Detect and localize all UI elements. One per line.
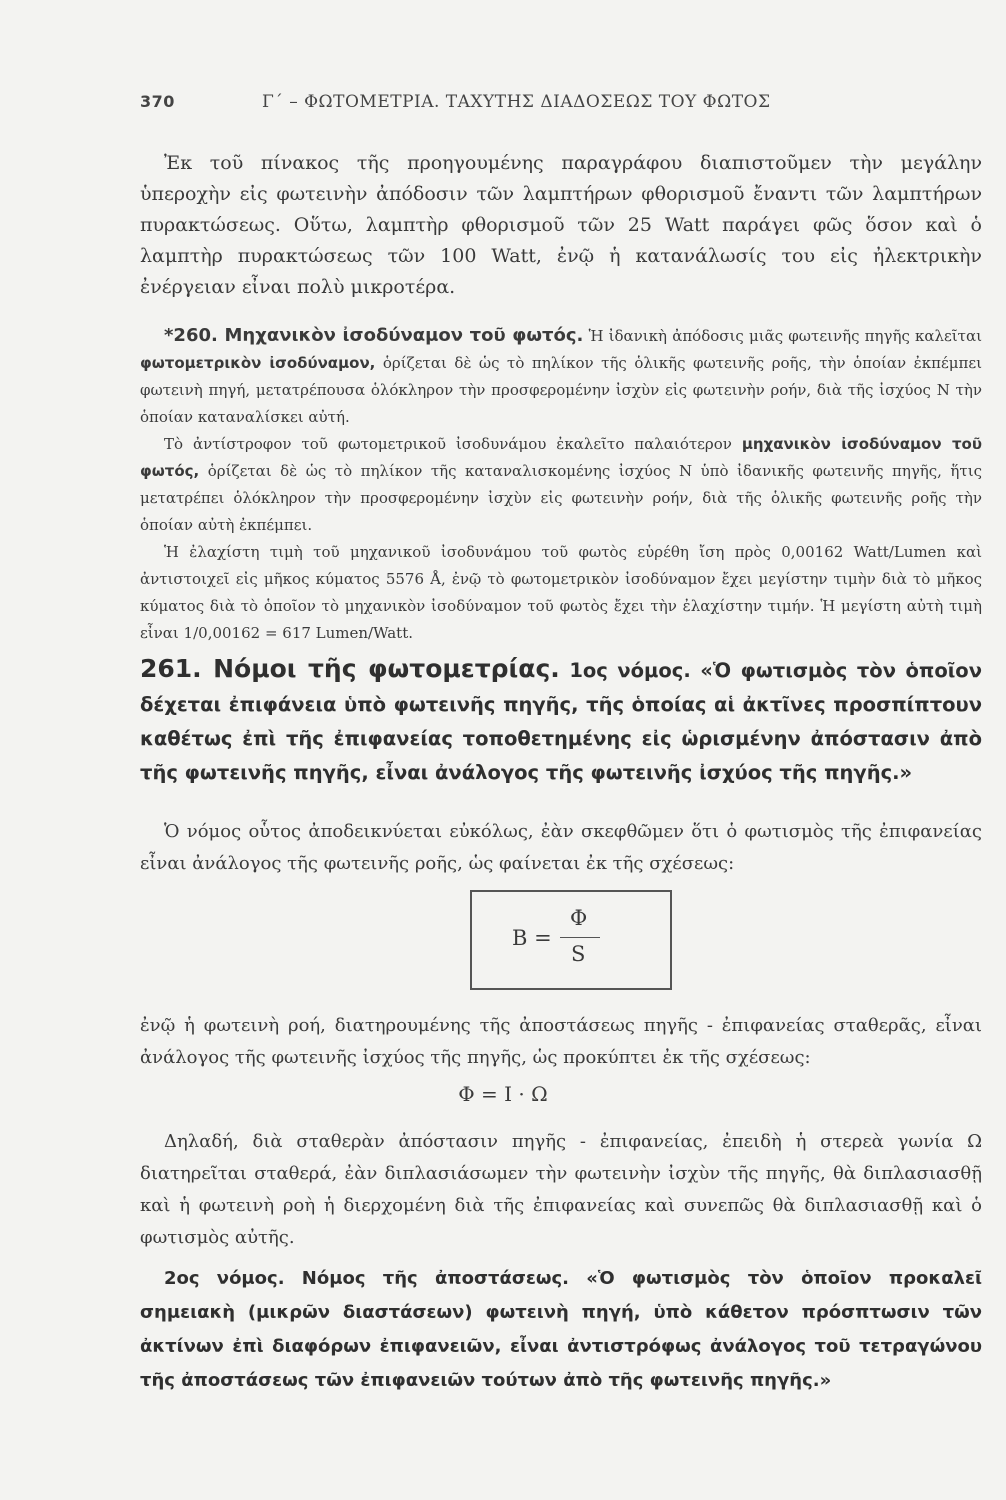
law-2-label: 2ος νόμος. Νόμος τῆς ἀποστάσεως. [164,1268,570,1289]
paragraph-after-formula-2: Δηλαδή, διὰ σταθερὰν ἀπόστασιν πηγῆς - ἐπιφανείας, ἐπειδὴ ἡ στερεὰ γωνία Ω διατηρεῖται σταθερά, ἐὰν διπλασιάσωμεν τὴν φωτεινὴν ἰσχὺν τῆς πηγῆς, θὰ διπλασιασθῇ καὶ ἡ φωτεινὴ ροὴ ἡ διερχομένη διὰ τῆς ἐπιφανείας καὶ συνεπῶς θὰ διπλασιασθῇ καὶ ὁ φωτισμὸς αὐτῆς. [140,1131,982,1248]
section-260-p1-b: ὁρίζεται δὲ ὡς τὸ πηλίκον τῆς ὁλικῆς φωτεινῆς ροῆς, τὴν ὁποίαν ἐκπέμπει φωτεινὴ πηγή, μετατρέπουσα ὁλόκληρον τὴν προσφερομένην ἰσχὺν εἰς φωτεινὴν ροήν, διὰ τῆς ἰσχύος N τὴν ὁποίαν καταναλίσκει αὐτή. [140,354,982,426]
formula-numerator: Φ [570,906,588,930]
section-260-heading: *260. Μηχανικὸν ἰσοδύναμον τοῦ φωτός. [164,325,584,346]
intro-section [140,148,982,303]
fraction-bar [560,937,600,938]
law-1-statement [140,652,982,790]
law-2-statement [140,1262,982,1398]
section-260 [140,322,982,647]
section-261-law-1 [140,652,982,790]
law-1-label: 1ος νόμος. [569,659,691,682]
section-260-term-photometric: φωτομετρικὸν ἰσοδύναμον, [140,354,376,372]
intro-paragraph: Ἐκ τοῦ πίνακος τῆς προηγουμένης παραγράφου διαπιστοῦμεν τὴν μεγάλην ὑπεροχὴν εἰς φωτεινὴν ἀπόδοσιν τῶν λαμπτήρων φθορισμοῦ ἔναντι τῶν λαμπτήρων πυρακτώσεως. Οὕτω, λαμπτὴρ φθορισμοῦ τῶν 25 Watt παράγει φῶς ὅσον καὶ ὁ λαμπτὴρ πυρακτώσεως τῶν 100 Watt, ἐνῷ ἡ κατανάλωσίς του εἰς ἠλεκτρικὴν ἐνέργειαν εἶναι πολὺ μικροτέρα. [140,152,982,298]
running-title: Γ΄ – ΦΩΤΟΜΕΤΡΙΑ. ΤΑΧΥΤΗΣ ΔΙΑΔΟΣΕΩΣ ΤΟΥ ΦΩΤΟΣ [262,92,771,112]
section-260-paragraph-2 [140,431,982,539]
paragraph-after-law-1: Ὁ νόμος οὗτος ἀποδεικνύεται εὐκόλως, ἐὰν σκεφθῶμεν ὅτι ὁ φωτισμὸς τῆς ἐπιφανείας εἶναι ἀνάλογος τῆς φωτεινῆς ροῆς, ὡς φαίνεται ἐκ τῆς σχέσεως: [140,821,982,874]
section-260-paragraph-3: Ἡ ἐλαχίστη τιμὴ τοῦ μηχανικοῦ ἰσοδυνάμου τοῦ φωτὸς εὑρέθη ἴση πρὸς 0,00162 Watt/Lumen καὶ ἀντιστοιχεῖ εἰς μῆκος κύματος 5576 Å, ἐνῷ τὸ φωτομετρικὸν ἰσοδύναμον ἔχει μεγίστην τιμὴν διὰ τὸ μῆκος κύματος διὰ τὸ ὁποῖον τὸ μηχανικὸν ἰσοδύναμον τοῦ φωτὸς ἔχει τὴν ἐλαχίστην τιμήν. Ἡ μεγίστη αὐτὴ τιμὴ εἶναι 1/0,00162 = 617 Lumen/Watt. [140,543,982,642]
section-261-law-2 [140,1262,982,1398]
section-261-heading: 261. Νόμοι τῆς φωτομετρίας. [140,654,560,683]
paragraph-after-formula-1: ἐνῷ ἡ φωτεινὴ ροή, διατηρουμένης τῆς ἀποστάσεως πηγῆς - ἐπιφανείας σταθερᾶς, εἶναι ἀνάλογος τῆς φωτεινῆς ἰσχύος τῆς πηγῆς, ὡς προκύπτει ἐκ τῆς σχέσεως: [140,1015,982,1068]
flux-explanation [140,1010,982,1074]
section-260-p2-b: ὁρίζεται δὲ ὡς τὸ πηλίκον τῆς καταναλισκομένης ἰσχύος N ὑπὸ ἰδανικῆς φωτεινῆς πηγῆς, ἥτις μετατρέπει ὁλόκληρον τὴν προσφερομένην ἰσχὺν εἰς φωτεινὴν ροήν, διὰ τῆς ὁλικῆς φωτεινῆς ροῆς τὴν ὁποίαν αὐτὴ ἐκπέμπει. [140,462,982,534]
formula-box-illuminance [470,890,672,990]
section-260-p2-a: Τὸ ἀντίστροφον τοῦ φωτομετρικοῦ ἰσοδυνάμου ἐκαλεῖτο παλαιότερον [164,435,732,453]
page-number: 370 [140,92,175,111]
law-2-text: «Ὁ φωτισμὸς τὸν ὁποῖον προκαλεῖ σημειακὴ (μικρῶν διαστάσεων) φωτεινὴ πηγή, ὑπὸ κάθετον πρόσπτωσιν τῶν ἀκτίνων ἐπὶ διαφόρων ἐπιφανειῶν, εἶναι ἀντιστρόφως ἀνάλογος τοῦ τετραγώνου τῆς ἀποστάσεως τῶν ἐπιφανειῶν τούτων ἀπὸ τῆς φωτεινῆς πηγῆς.» [140,1268,982,1391]
formula-denominator: S [571,942,586,966]
section-260-paragraph-1 [140,322,982,431]
formula-lhs: B = [512,926,552,950]
law-1-text: «Ὁ φωτισμὸς τὸν ὁποῖον δέχεται ἐπιφάνεια ὑπὸ φωτεινῆς πηγῆς, τῆς ὁποίας αἱ ἀκτῖνες προσπίπτουν καθέτως ἐπὶ τῆς ἐπιφανείας τοποθετημένης εἰς ὡρισμένην ἀπόστασιν ἀπὸ τῆς φωτεινῆς πηγῆς, εἶναι ἀνάλογος τῆς φωτεινῆς ἰσχύος τῆς πηγῆς.» [140,659,982,784]
section-260-p1-a: Ἡ ἰδανικὴ ἀπόδοσις μιᾶς φωτεινῆς πηγῆς καλεῖται [588,327,982,345]
formula-flux: Φ = I · Ω [458,1082,548,1106]
section-260-term-mechanical: μηχανικὸν ἰσοδύναμον τοῦ φωτός, [140,435,982,480]
running-header [140,92,880,112]
doubling-explanation [140,1126,982,1254]
law-1-explanation [140,816,982,880]
